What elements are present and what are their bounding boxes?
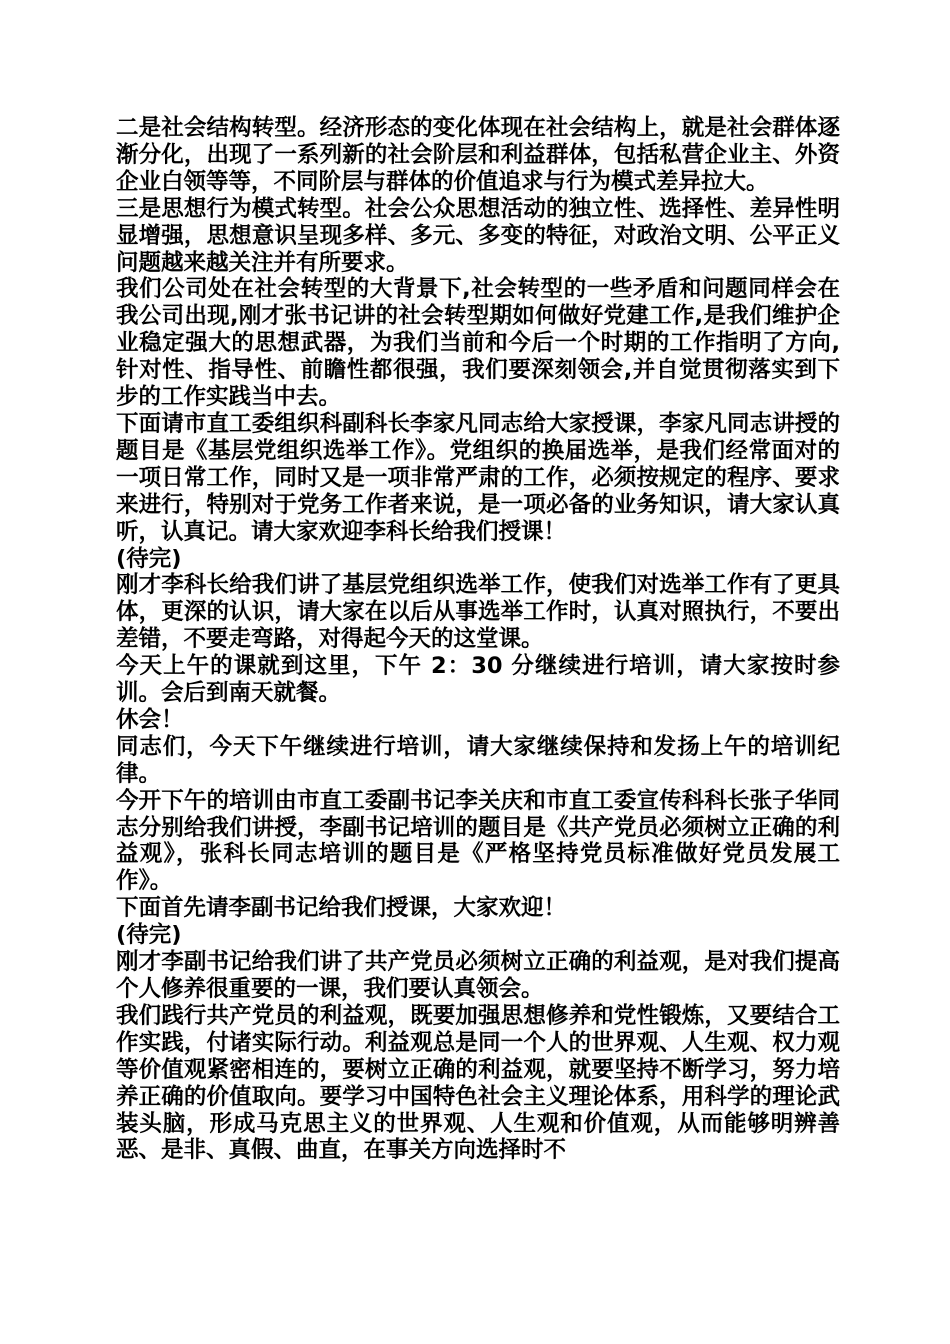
- paragraph-afternoon-open: 同志们，今天下午继续进行培训，请大家继续保持和发扬上午的培训纪律。: [116, 733, 840, 787]
- paragraph-morning-close: 今天上午的课就到这里，下午 2：30 分继续进行培训，请大家按时参训。会后到南天就餐。: [116, 653, 840, 707]
- paragraph-pending-2: (待完): [116, 922, 182, 949]
- paragraph-pending-1: (待完): [116, 545, 182, 572]
- paragraph-welcome-li: 下面首先请李副书记给我们授课，大家欢迎！: [116, 895, 567, 922]
- paragraph-company-context: 我们公司处在社会转型的大背景下,社会转型的一些矛盾和问题同样会在我公司出现,刚才张书记讲的社会转型期如何做好党建工作,是我们维护企业稳定强大的思想武器，为我们当前和今后一个时期的工作指明了方向,针对性、指导性、前瞻性都很强，我们要深刻领会,并自觉贯彻落实到下步的工作实践当中去。: [116, 276, 840, 411]
- paragraph-intro-li-jiafan: 下面请市直工委组织科副科长李家凡同志给大家授课，李家凡同志讲授的题目是《基层党组织选举工作》。党组织的换届选举，是我们经常面对的一项日常工作，同时又是一项非常严肃的工作，必须按规定的程序、要求来进行，特别对于党务工作者来说，是一项必备的业务知识，请大家认真听，认真记。请大家欢迎李科长给我们授课！: [116, 410, 840, 545]
- paragraph-thought-behavior: 三是思想行为模式转型。社会公众思想活动的独立性、选择性、差异性明显增强，思想意识呈现多样、多元、多变的特征，对政治文明、公平正义问题越来越关注并有所要求。: [116, 195, 840, 276]
- paragraph-social-structure: 二是社会结构转型。经济形态的变化体现在社会结构上，就是社会群体逐渐分化，出现了一系列新的社会阶层和利益群体，包括私营企业主、外资企业白领等等，不同阶层与群体的价值追求与行为模式差异拉大。: [116, 115, 840, 195]
- paragraph-summary-interest: 刚才李副书记给我们讲了共产党员必须树立正确的利益观，是对我们提高个人修养很重要的一课，我们要认真领会。: [116, 949, 840, 1002]
- document-body: [116, 115, 840, 1164]
- paragraph-practice-values: 我们践行共产党员的利益观，既要加强思想修养和党性锻炼，又要结合工作实践，付诸实际行动。利益观总是同一个人的世界观、人生观、权力观等价值观紧密相连的，要树立正确的利益观，就要坚持不断学习，努力培养正确的价值取向。要学习中国特色社会主义理论体系，用科学的理论武装头脑，形成马克思主义的世界观、人生观和价值观，从而能够明辨善恶、是非、真假、曲直，在事关方向选择时不: [116, 1002, 840, 1164]
- paragraph-summary-election: 刚才李科长给我们讲了基层党组织选举工作，使我们对选举工作有了更具体，更深的认识，请大家在以后从事选举工作时，认真对照执行，不要出差错，不要走弯路，对得起今天的这堂课。: [116, 572, 840, 653]
- paragraph-afternoon-topics: 今开下午的培训由市直工委副书记李关庆和市直工委宣传科科长张子华同志分别给我们讲授，李副书记培训的题目是《共产党员必须树立正确的利益观》，张科长同志培训的题目是《严格坚持党员标准做好党员发展工作》。: [116, 787, 840, 895]
- paragraph-adjourn: 休会！: [116, 706, 184, 733]
